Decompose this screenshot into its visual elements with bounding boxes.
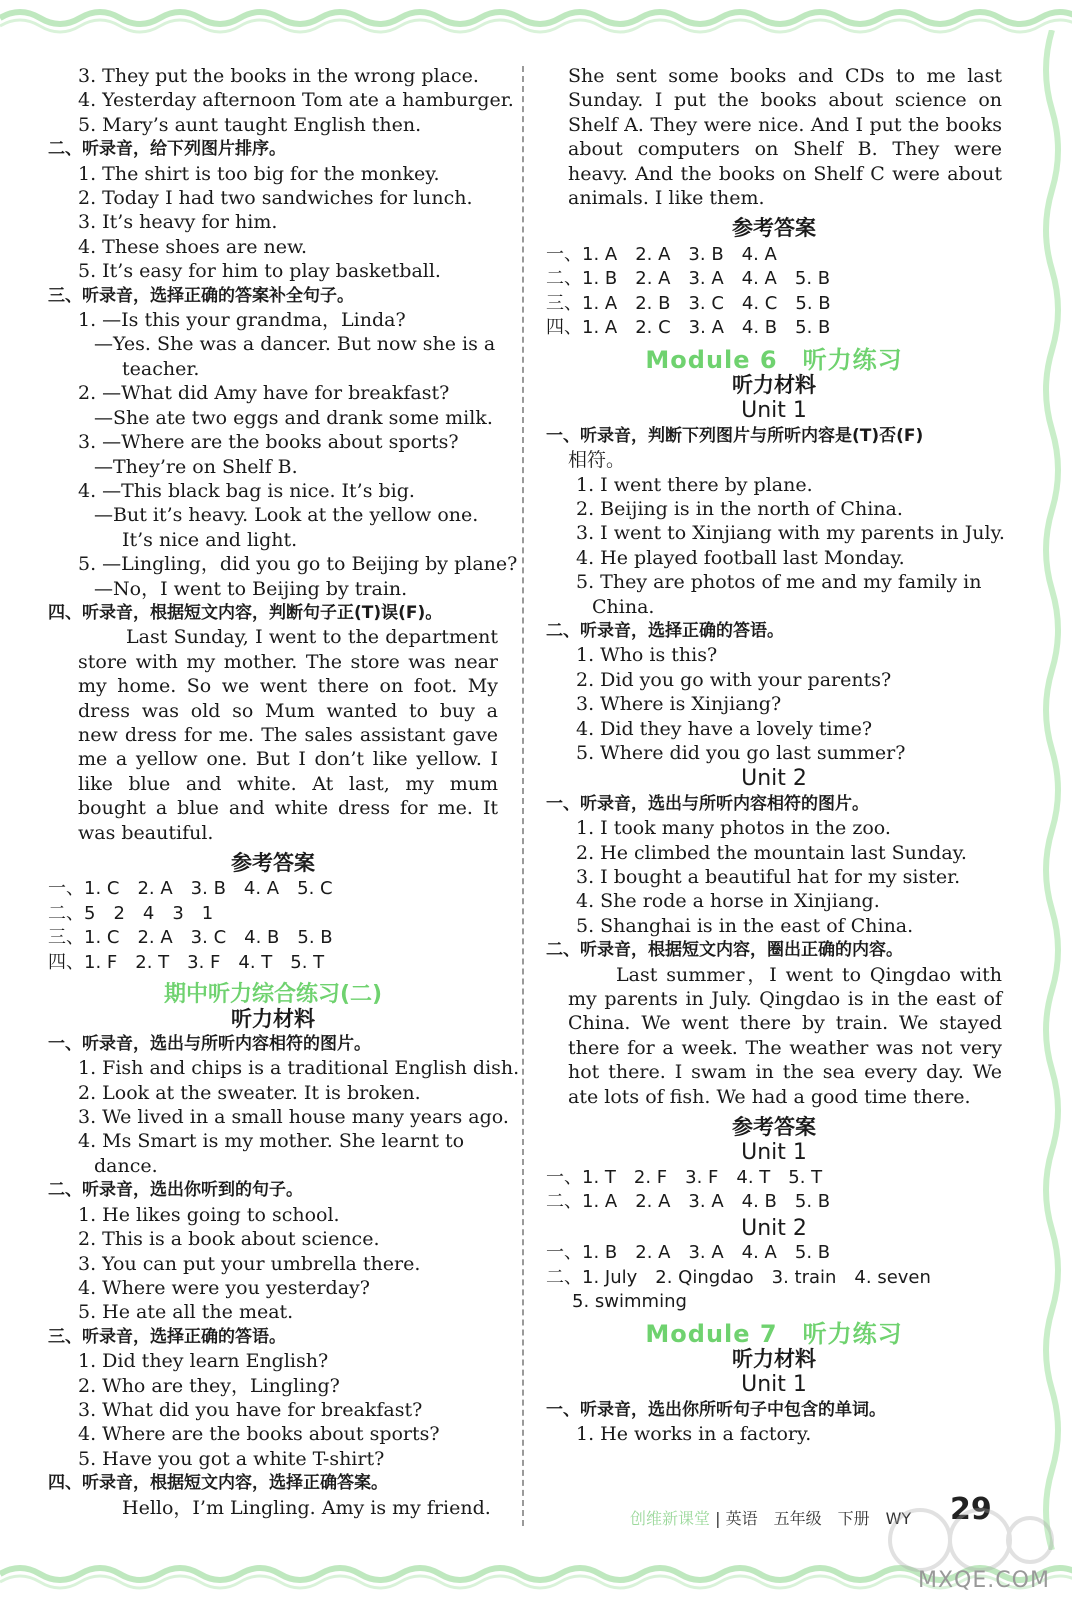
dialogue-line: It’s nice and light. [122,528,298,551]
answer-line: 5. swimming [572,1290,687,1312]
answer-line: 一、1. A 2. A 3. B 4. A [546,243,777,265]
module-title: Module 6 听力练习 [645,346,903,375]
list-item: 4. Where are the books about sports? [78,1423,440,1446]
list-item: 2. He climbed the mountain last Sunday. [576,841,967,864]
section-heading: 二、听录音，根据短文内容，圈出正确的内容。 [546,940,903,961]
answer-key-title: 参考答案 [732,1115,816,1140]
unit-title: Unit 1 [741,1372,807,1398]
midterm-title: 期中听力综合练习(二) [163,982,383,1008]
list-item: 5. Where did you go last summer? [576,741,906,764]
section-heading: 三、听录音，选择正确的答语。 [48,1326,286,1347]
list-item: dance. [94,1154,158,1177]
list-item: 5. Have you got a white T-shirt? [78,1447,385,1470]
list-item: 2. Today I had two sandwiches for lunch. [78,187,473,210]
list-item: 1. Fish and chips is a traditional English dish. [78,1057,520,1080]
list-item: 5. It’s easy for him to play basketball. [78,260,441,283]
footer [630,1506,911,1529]
dialogue-line: —Yes. She was a dancer. But now she is a [94,333,496,356]
passage-text: Last Sunday, I went to the department store with my mother. The store was near my home. So we went there on foot. My dress was old so Mum wanted to buy a new dress for me. The sales assistant gave me a yellow one. But I don’t like yellow. I like blue and white. At last, my mum bought a blue and white dress for me. It was beautiful. [78,626,498,844]
passage [546,64,1002,210]
dialogue-line: 4. —This black bag is nice. It’s big. [78,479,415,502]
watermark-text: MXQE.COM [918,1568,1050,1593]
page-number: 29 [950,1492,992,1527]
list-item: 1. Did they learn English? [78,1350,329,1373]
material-title: 听力材料 [732,372,816,397]
answer-line: 三、1. C 2. A 3. C 4. B 5. B [48,927,333,949]
section-heading: 二、听录音，选择正确的答语。 [546,620,784,641]
section-heading: 三、听录音，选择正确的答案补全句子。 [48,285,354,306]
list-item: 5. Shanghai is in the east of China. [576,914,914,937]
list-item: 3. Where is Xinjiang? [576,693,782,716]
passage [48,625,498,845]
answer-line: 四、1. F 2. T 3. F 4. T 5. T [48,951,325,973]
list-item: 2. Look at the sweater. It is broken. [78,1081,421,1104]
left-column [48,64,520,1520]
list-item: 1. The shirt is too big for the monkey. [78,162,440,185]
top-wave-border [0,0,1072,44]
list-item: 1. He likes going to school. [78,1203,340,1226]
right-column [546,64,1005,1446]
right-wave-border [1030,30,1072,1550]
list-item: China. [592,595,655,618]
answer-line: 一、1. T 2. F 3. F 4. T 5. T [546,1166,823,1188]
list-item: 4. Where were you yesterday? [78,1276,370,1299]
list-item: 2. Who are they，Lingling? [78,1374,340,1397]
unit-title: Unit 1 [741,398,807,424]
brand-name: 创维新课堂 [630,1509,711,1528]
list-item: 4. Did they have a lovely time? [576,717,873,740]
sentence: 3. They put the books in the wrong place. [78,65,479,87]
list-item: 3. I bought a beautiful hat for my sister. [576,866,961,888]
section-heading: 一、听录音，判断下列图片与所听内容是(T)否(F) [546,425,924,446]
section-heading: 一、听录音，选出与所听内容相符的图片。 [48,1033,371,1054]
footer-separator: | [715,1509,721,1528]
list-item: 4. He played football last Monday. [576,546,905,569]
dialogue-line: 1. —Is this your grandma，Linda? [78,309,406,332]
list-item: 4. She rode a horse in Xinjiang. [576,890,880,913]
answer-key-title: 参考答案 [231,851,315,875]
dialogue-line: 3. —Where are the books about sports? [78,431,459,454]
list-item: 3. What did you have for breakfast? [78,1398,423,1421]
unit-title: Unit 2 [741,766,807,792]
column-divider [522,66,524,1526]
dialogue-line: teacher. [122,357,200,380]
list-item: 1. He works in a factory. [576,1422,812,1445]
module-title: Module 7 听力练习 [645,1320,903,1349]
sentence: 5. Mary’s aunt taught English then. [78,113,422,136]
answer-line: 二、5 2 4 3 1 [48,902,214,924]
answer-key-title: 参考答案 [732,216,816,241]
list-item: 3. It’s heavy for him. [78,211,278,234]
dialogue-line: —She ate two eggs and drank some milk. [94,406,493,429]
passage [546,963,1002,1109]
section-heading: 一、听录音，选出你所听句子中包含的单词。 [546,1399,886,1420]
passage-text: Last summer，I went to Qingdao with my parents in July. Qingdao is in the east of China. We went there by train. We stayed there for a week. The weather was not very hot there. I swam in the sea every day. We ate lots of fish. We had a good time there. [568,963,1002,1108]
passage-text: She sent some books and CDs to me last Sunday. I put the books about science on Shelf A. They were nice. And I put the books about computers on Shelf B. They were heavy. And the books on Shelf C were about animals. I like them. [568,65,1002,210]
dialogue-line: 5. —Lingling，did you go to Beijing by plane? [78,553,518,576]
list-item: 1. Who is this? [576,644,718,667]
list-item: 2. Did you go with your parents? [576,668,892,691]
answer-line: 二、1. July 2. Qingdao 3. train 4. seven [546,1266,931,1288]
list-item: 1. I took many photos in the zoo. [576,817,891,840]
section-heading: 四、听录音，根据短文内容，选择正确答案。 [48,1473,388,1494]
dialogue-line: 2. —What did Amy have for breakfast? [78,382,450,405]
material-title: 听力材料 [732,1346,816,1371]
list-item: 3. You can put your umbrella there. [78,1252,421,1275]
book-info: 英语 五年级 下册 WY [725,1509,912,1528]
answer-line: 四、1. A 2. C 3. A 4. B 5. B [546,317,831,339]
list-item: 1. I went there by plane. [576,473,813,496]
list-item: 2. This is a book about science. [78,1228,380,1251]
list-item: 3. I went to Xinjiang with my parents in July. [576,522,1005,545]
unit-title: Unit 2 [741,1215,807,1241]
section-heading: 四、听录音，根据短文内容，判断句子正(T)误(F)。 [48,602,443,623]
list-item: 4. Ms Smart is my mother. She learnt to [78,1130,465,1153]
list-item: 5. He ate all the meat. [78,1301,294,1324]
answer-line: 二、1. A 2. A 3. A 4. B 5. B [546,1191,831,1213]
section-heading: 一、听录音，选出与所听内容相符的图片。 [546,793,869,814]
section-heading: 二、听录音，选出你听到的句子。 [48,1180,303,1201]
list-item: 3. We lived in a small house many years ago. [78,1106,509,1129]
list-item: 5. They are photos of me and my family in [576,571,982,594]
dialogue-line: —But it’s heavy. Look at the yellow one. [94,504,479,527]
passage-start: Hello，I’m Lingling. Amy is my friend. [122,1496,491,1519]
answer-line: 一、1. C 2. A 3. B 4. A 5. C [48,878,333,900]
answer-line: 三、1. A 2. B 3. C 4. C 5. B [546,292,831,314]
answer-line: 二、1. B 2. A 3. A 4. A 5. B [546,268,831,290]
unit-title: Unit 1 [741,1140,807,1166]
material-title: 听力材料 [231,1007,315,1032]
dialogue-line: —They’re on Shelf B. [94,455,298,478]
sentence: 4. Yesterday afternoon Tom ate a hamburger. [78,89,514,112]
section-heading-cont: 相符。 [568,449,626,472]
section-heading: 二、听录音，给下列图片排序。 [48,139,286,160]
dialogue-line: —No，I went to Beijing by train. [94,577,408,600]
answer-line: 一、1. B 2. A 3. A 4. A 5. B [546,1242,831,1264]
list-item: 4. These shoes are new. [78,235,308,258]
list-item: 2. Beijing is in the north of China. [576,497,903,520]
